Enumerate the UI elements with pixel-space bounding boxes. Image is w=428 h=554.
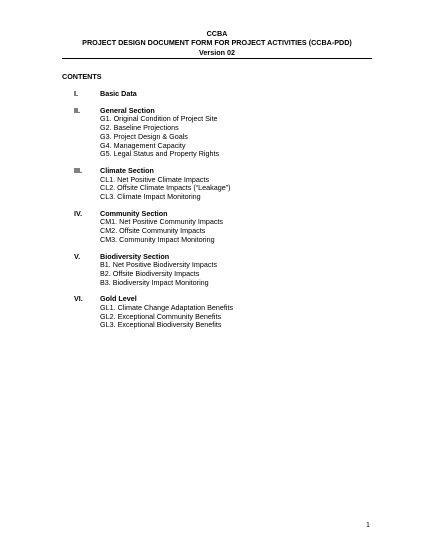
toc-section-number: III. [74,165,82,175]
contents-heading: CONTENTS [62,72,102,81]
toc-section [62,107,372,159]
toc-section-title[interactable]: General Section [100,105,155,115]
toc-section-body [100,167,372,202]
toc-section-title[interactable]: Basic Data [100,89,137,98]
toc-entry[interactable]: G3. Project Design & Goals [100,131,188,141]
toc-section-number: IV. [74,208,83,218]
toc-section [62,253,372,288]
header-divider [62,58,372,59]
toc-section-body [100,295,372,330]
toc-section [62,295,372,330]
header-version: Version 02 [199,47,235,57]
header-org: CCBA [206,29,228,38]
toc-entry[interactable]: G1. Original Condition of Project Site [100,114,218,124]
table-of-contents [62,90,372,338]
toc-entry[interactable]: CL3. Climate Impact Monitoring [100,192,201,202]
toc-section [62,90,372,99]
toc-section-body [100,107,372,159]
header-title: PROJECT DESIGN DOCUMENT FORM FOR PROJECT ACTIVITIES (CCBA-PDD) [82,38,352,48]
toc-entry[interactable]: CL2. Offsite Climate Impacts (“Leakage”) [100,183,231,193]
document-header [62,29,372,57]
toc-entry[interactable]: GL3. Exceptional Biodiversity Benefits [100,320,222,330]
toc-section-number: VI. [74,294,83,304]
toc-entry[interactable]: B1. Net Positive Biodiversity Impacts [100,260,218,270]
toc-section [62,167,372,202]
toc-section [62,210,372,245]
toc-section-number: I. [74,89,78,98]
toc-entry[interactable]: G5. Legal Status and Property Rights [100,149,220,159]
toc-entry[interactable]: G2. Baseline Projections [100,123,179,133]
toc-entry[interactable]: CL1. Net Positive Climate Impacts [100,174,210,184]
toc-entry[interactable]: CM1. Net Positive Community Impacts [100,217,224,227]
toc-entry[interactable]: G4. Management Capacity [100,140,186,150]
toc-entry[interactable]: GL1. Climate Change Adaptation Benefits [100,303,234,313]
toc-entry[interactable]: CM3. Community Impact Monitoring [100,234,215,244]
toc-section-title[interactable]: Biodiversity Section [100,251,170,261]
toc-section-body [100,210,372,245]
page-number: 1 [366,522,370,529]
toc-entry[interactable]: CM2. Offsite Community Impacts [100,226,206,236]
toc-section-body [100,90,372,99]
toc-section-title[interactable]: Gold Level [100,294,137,304]
toc-section-number: II. [74,105,80,115]
toc-entry[interactable]: B2. Offsite Biodiversity Impacts [100,268,200,278]
toc-section-title[interactable]: Climate Section [100,165,154,175]
toc-section-title[interactable]: Community Section [100,208,168,218]
toc-section-number: V. [74,251,81,261]
toc-section-body [100,253,372,288]
toc-entry[interactable]: GL2. Exceptional Community Benefits [100,311,222,321]
toc-entry[interactable]: B3. Biodiversity Impact Monitoring [100,277,209,287]
